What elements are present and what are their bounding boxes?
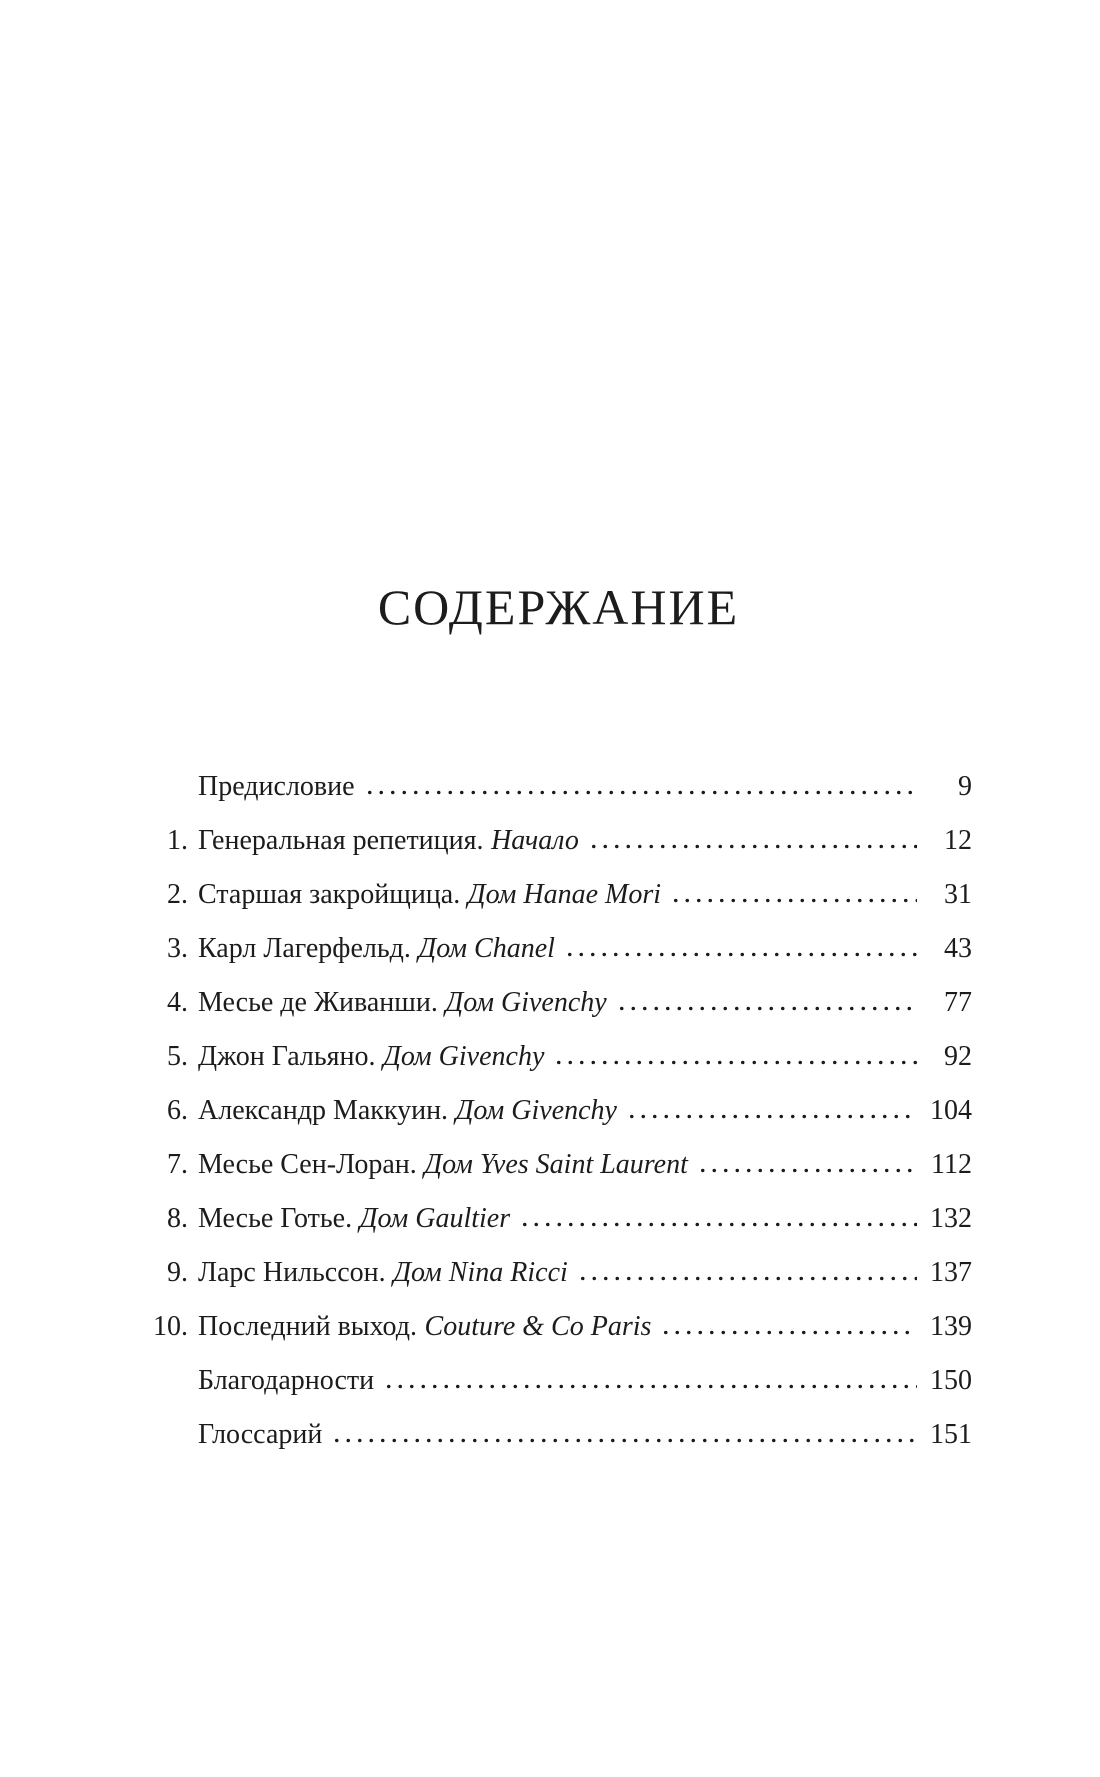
entry-page-number: 12 [944, 825, 972, 856]
entry-title [198, 770, 355, 804]
entry-page-number: 137 [930, 1257, 972, 1288]
entry-number: 6. [167, 1095, 188, 1126]
dot-leader [364, 790, 917, 795]
entry-title-roman: Последний выход. [198, 1311, 417, 1342]
entry-title [198, 878, 661, 912]
dot-leader [660, 1330, 917, 1335]
entry-title-roman: Генеральная репетиция. [198, 825, 484, 856]
entry-title [198, 1418, 322, 1452]
entry-number: 8. [167, 1203, 188, 1234]
entry-title-roman: Карл Лагерфельд. [198, 933, 411, 964]
entry-page-number: 43 [944, 933, 972, 964]
entry-title-roman: Старшая закройщица. [198, 879, 461, 910]
toc-entry [145, 1418, 972, 1452]
entry-title [198, 1040, 544, 1074]
entry-title-italic: Дом Nina Ricci [393, 1257, 568, 1288]
entry-number: 7. [167, 1149, 188, 1180]
entry-title [198, 824, 579, 858]
entry-title-italic: Дом Gaultier [359, 1203, 511, 1234]
entry-page-number: 9 [958, 771, 972, 802]
entry-title-roman: Александр Маккуин. [198, 1095, 449, 1126]
entry-title-italic: Дом Hanae Mori [467, 879, 662, 910]
entry-title-roman: Джон Гальяно. [198, 1041, 376, 1072]
entry-title [198, 1256, 568, 1290]
entry-title-italic: Couture & Co Paris [424, 1311, 652, 1342]
entry-number: 1. [167, 825, 188, 856]
toc-entry [145, 770, 972, 804]
entry-title-italic: Дом Givenchy [455, 1095, 617, 1126]
toc-entry [145, 1148, 972, 1182]
page-title: СОДЕРЖАНИЕ [377, 579, 740, 635]
toc-entry [145, 878, 972, 912]
entry-number: 3. [167, 933, 188, 964]
dot-leader [577, 1276, 917, 1281]
entry-number: 9. [167, 1257, 188, 1288]
entry-page-number: 77 [944, 987, 972, 1018]
entry-title [198, 932, 555, 966]
entry-page-number: 112 [931, 1149, 972, 1180]
dot-leader [564, 952, 917, 957]
toc-entry [145, 1256, 972, 1290]
dot-leader [553, 1060, 917, 1065]
entry-number: 2. [167, 879, 188, 910]
page-content [145, 0, 972, 1452]
toc-entry [145, 932, 972, 966]
dot-leader [588, 844, 917, 849]
entry-title [198, 1310, 651, 1344]
dot-leader [697, 1168, 917, 1173]
dot-leader [616, 1006, 917, 1011]
entry-title-italic: Дом Givenchy [383, 1041, 545, 1072]
entry-title-roman: Глоссарий [198, 1419, 323, 1450]
dot-leader [519, 1222, 917, 1227]
entry-page-number: 92 [944, 1041, 972, 1072]
dot-leader [331, 1438, 917, 1443]
dot-leader [670, 898, 917, 903]
toc-entry [145, 1364, 972, 1398]
entry-title-italic: Дом Yves Saint Laurent [424, 1149, 688, 1180]
table-of-contents [145, 770, 972, 1452]
entry-title [198, 986, 607, 1020]
entry-title-roman: Ларс Нильссон. [198, 1257, 386, 1288]
toc-entry [145, 1040, 972, 1074]
entry-title-roman: Предисловие [198, 771, 355, 802]
entry-number: 4. [167, 987, 188, 1018]
toc-entry [145, 1202, 972, 1236]
entry-page-number: 150 [930, 1365, 972, 1396]
entry-title [198, 1364, 374, 1398]
entry-title-roman: Благодарности [198, 1365, 375, 1396]
entry-page-number: 104 [930, 1095, 972, 1126]
entry-number: 10. [153, 1311, 188, 1342]
entry-title-italic: Начало [491, 825, 579, 856]
entry-title-italic: Дом Chanel [418, 933, 555, 964]
entry-title-italic: Дом Givenchy [445, 987, 607, 1018]
entry-title-roman: Месье де Живанши. [198, 987, 438, 1018]
entry-page-number: 151 [930, 1419, 972, 1450]
entry-number: 5. [167, 1041, 188, 1072]
entry-title [198, 1148, 688, 1182]
entry-page-number: 139 [930, 1311, 972, 1342]
entry-title [198, 1202, 510, 1236]
entry-title-roman: Месье Сен-Лоран. [198, 1149, 417, 1180]
entry-page-number: 31 [944, 879, 972, 910]
toc-entry [145, 824, 972, 858]
toc-entry [145, 1094, 972, 1128]
entry-title-roman: Месье Готье. [198, 1203, 353, 1234]
entry-page-number: 132 [930, 1203, 972, 1234]
dot-leader [383, 1384, 917, 1389]
entry-title [198, 1094, 617, 1128]
toc-entry [145, 986, 972, 1020]
dot-leader [626, 1114, 917, 1119]
toc-entry [145, 1310, 972, 1344]
